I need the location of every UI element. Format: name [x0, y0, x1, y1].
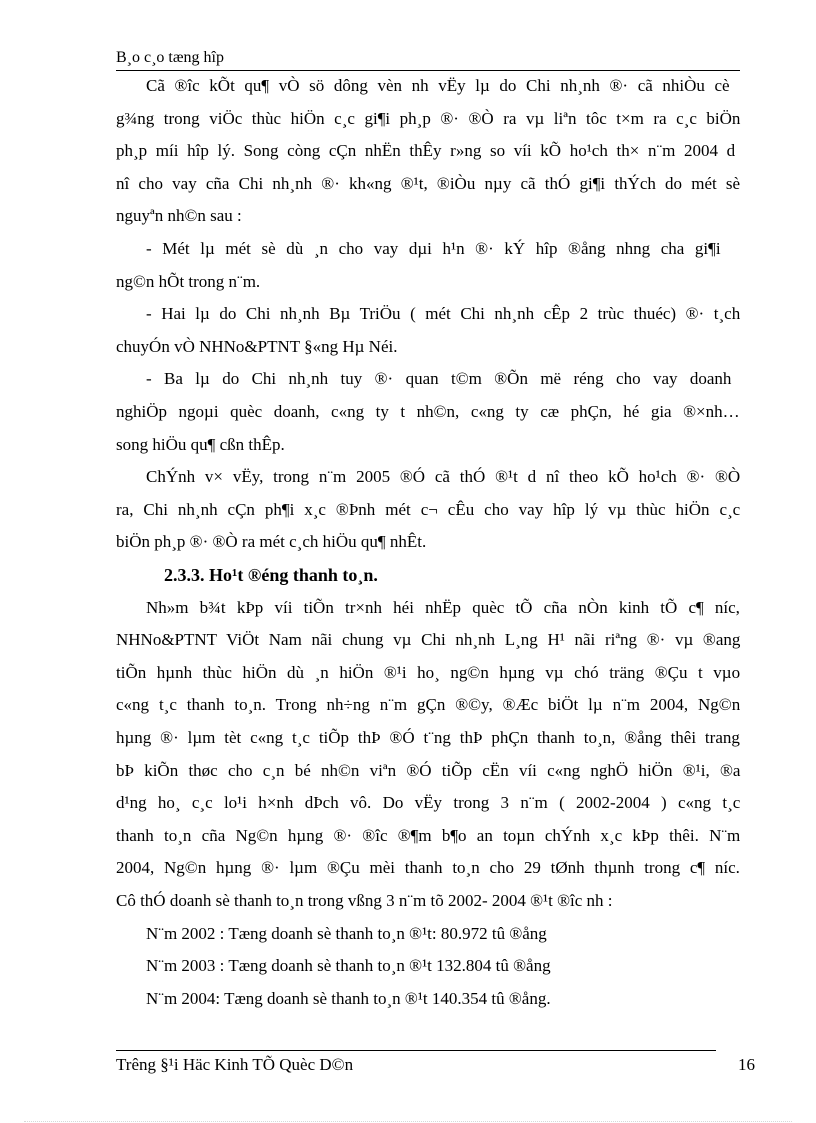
footer-divider [116, 1050, 716, 1051]
text-line: Nh»m b¾t kÞp víi tiÕn tr×nh héi nhËp quèc tÕ cña nÒn kinh tÕ c¶ níc, [146, 597, 740, 617]
text-line: ph¸p míi hîp lý. Song còng cÇn nhËn thÊy r»ng so víi kÕ ho¹ch th× n¨m 2004 d [116, 141, 736, 161]
page-footer-school: Trêng §¹i Häc Kinh TÕ Quèc D©n [116, 1055, 354, 1074]
text-line: bÞ kiÕn thøc cho c¸n bé nh©n viªn ®Ó tiÕp cËn víi c«ng nghÖ hiÖn ®¹i, ®a [116, 760, 741, 780]
text-line: ChÝnh v× vËy, trong n¨m 2005 ®Ó cã thÓ ®¹t d nî theo kÕ ho¹ch ®· ®Ò [146, 467, 741, 487]
text-line: - Mét lµ mét sè dù ¸n cho vay dµi h¹n ®· kÝ hîp ®ång nhng cha gi¶i [146, 239, 721, 258]
header-divider [116, 70, 740, 71]
text-line: tiÕn hµnh thùc hiÖn dù ¸n hiÖn ®¹i ho¸ ng©n hµng vµ chó träng ®Çu t vµo [116, 662, 741, 682]
text-line: N¨m 2004: Tæng doanh sè thanh to¸n ®¹t 140.354 tû ®ång. [146, 988, 551, 1008]
text-line: c«ng t¸c thanh to¸n. Trong nh÷ng n¨m gÇn ®©y, ®Æc biÖt lµ n¨m 2004, Ng©n [116, 695, 741, 715]
section-heading: 2.3.3. Ho¹t ®éng thanh to¸n. [164, 565, 378, 585]
text-line: ra, Chi nh¸nh cÇn ph¶i x¸c ®Þnh mét c¬ cÊu cho vay hîp lý vµ thùc hiÖn c¸c [116, 499, 741, 519]
text-line: N¨m 2003 : Tæng doanh sè thanh to¸n ®¹t 132.804 tû ®ång [146, 956, 551, 976]
page-number: 16 [738, 1055, 755, 1074]
text-line: N¨m 2002 : Tæng doanh sè thanh to¸n ®¹t: 80.972 tû ®ång [146, 923, 547, 943]
text-line: d¹ng ho¸ c¸c lo¹i h×nh dÞch vô. Do vËy trong 3 n¨m ( 2002-2004 ) c«ng t¸c [116, 793, 741, 813]
text-line: nî cho vay cña Chi nh¸nh ®· kh«ng ®¹t, ®iÒu nµy cã thÓ gi¶i thÝch do mét sè [116, 173, 741, 193]
page-bottom-edge [24, 1121, 792, 1122]
text-line: nguyªn nh©n sau : [116, 206, 242, 226]
text-line: song hiÖu qu¶ cßn thÊp. [116, 434, 285, 454]
text-line: Cô thÓ doanh sè thanh to¸n trong vßng 3 n¨m tõ 2002- 2004 ®¹t ®îc nh : [116, 891, 613, 910]
text-line: chuyÓn vÒ NHNo&PTNT §«ng Hµ Néi. [116, 336, 398, 356]
text-line: - Hai lµ do Chi nh¸nh Bµ TriÖu ( mét Chi nh¸nh cÊp 2 trùc thuéc) ®· t¸ch [146, 304, 741, 324]
text-line: - Ba lµ do Chi nh¸nh tuy ®· quan t©m ®Õn më réng cho vay doanh [146, 369, 732, 389]
text-line: NHNo&PTNT ViÖt Nam nãi chung vµ Chi nh¸nh L¸ng H¹ nãi riªng ®· vµ ®ang [116, 630, 741, 650]
text-line: nghiÖp ngoµi quèc doanh, c«ng ty t nh©n, c«ng ty cæ phÇn, hé gia ®×nh… [116, 402, 740, 421]
text-line: ng©n hÕt trong n¨m. [116, 271, 261, 291]
text-line: Cã ®îc kÕt qu¶ vÒ sö dông vèn nh vËy lµ do Chi nh¸nh ®· cã nhiÒu cè [146, 76, 730, 95]
text-line: 2004, Ng©n hµng ®· lµm ®Çu mèi thanh to¸n cho 29 tØnh thµnh trong c¶ níc. [116, 858, 740, 878]
page-header-title: B¸o c¸o tæng hîp [116, 49, 224, 66]
text-line: hµng ®· lµm tèt c«ng t¸c tiÕp thÞ ®Ó t¨ng thÞ phÇn thanh to¸n, ®ång thêi trang [116, 728, 740, 747]
text-line: g¾ng trong viÖc thùc hiÖn c¸c gi¶i ph¸p ®· ®Ò ra vµ liªn tôc t×m ra c¸c biÖn [116, 108, 741, 128]
text-line: biÖn ph¸p ®· ®Ò ra mét c¸ch hiÖu qu¶ nhÊt. [116, 532, 427, 552]
text-line: thanh to¸n cña Ng©n hµng ®· ®îc ®¶m b¶o an toµn chÝnh x¸c kÞp thêi. N¨m [116, 825, 741, 845]
